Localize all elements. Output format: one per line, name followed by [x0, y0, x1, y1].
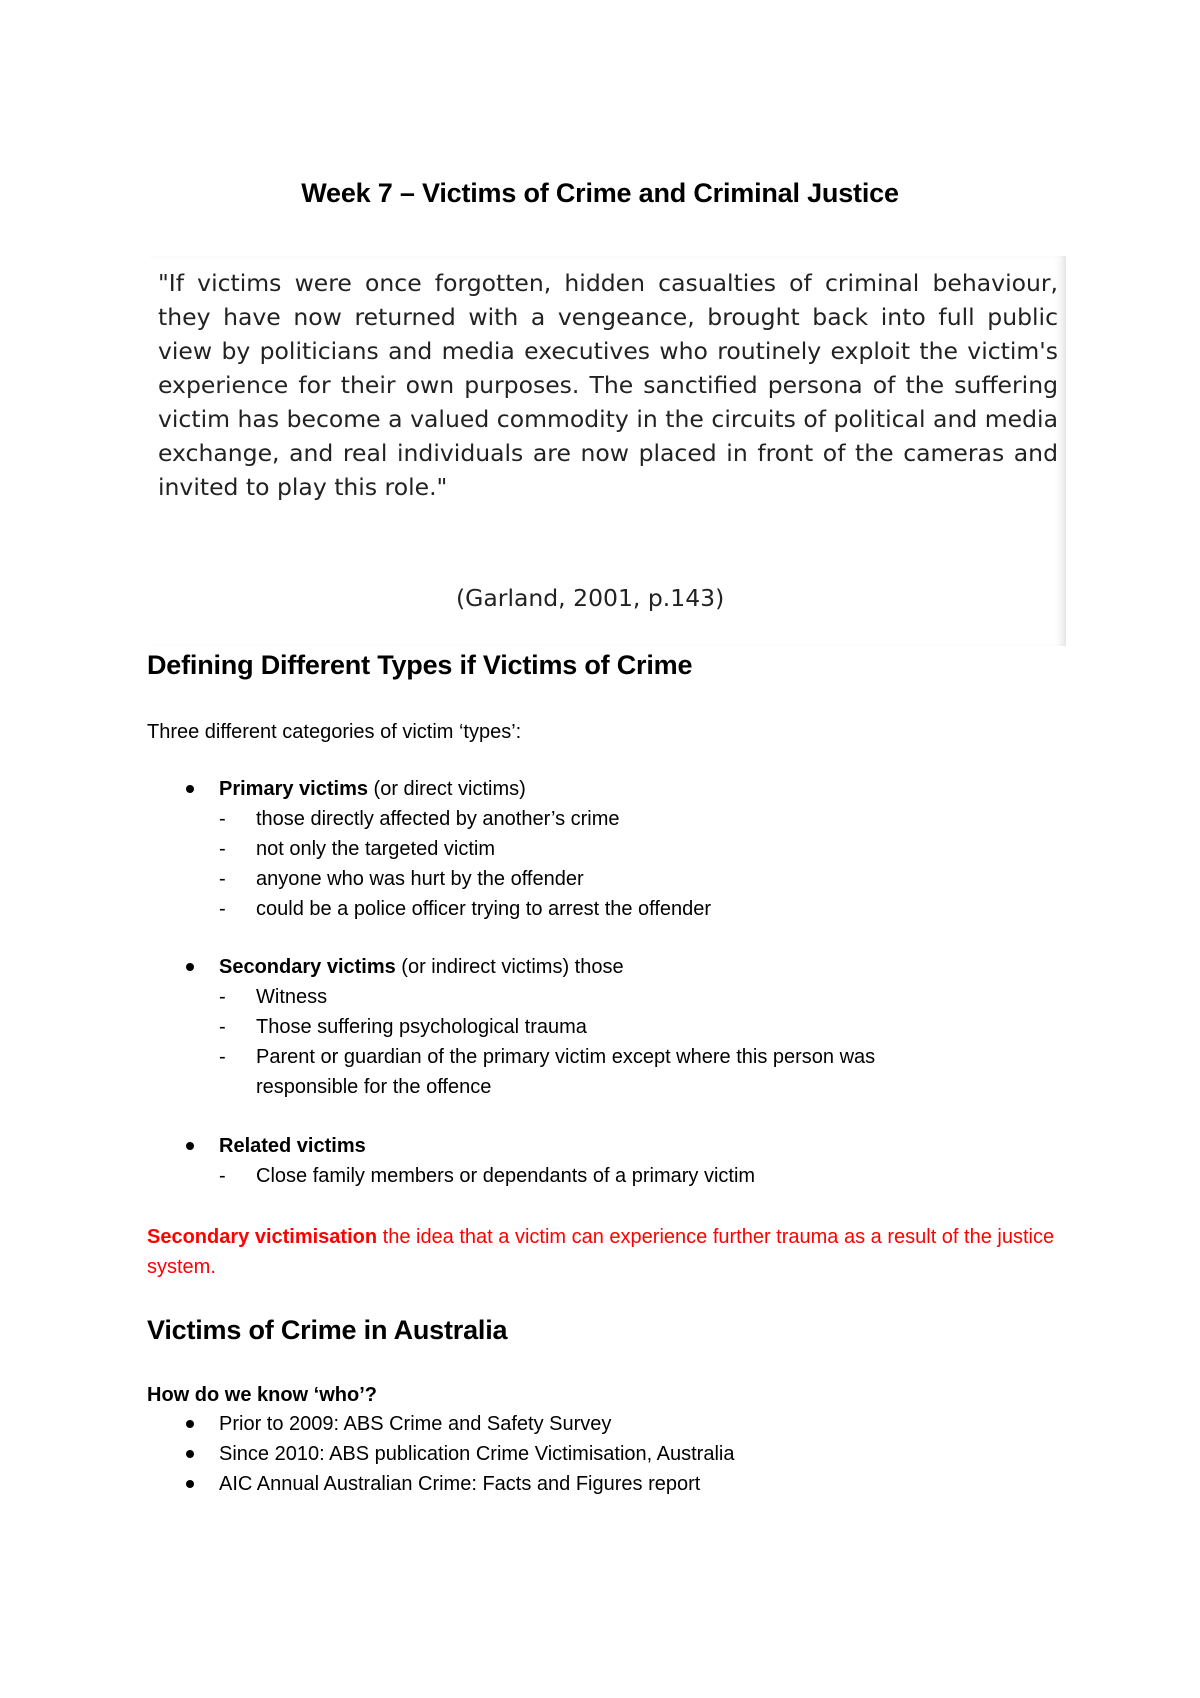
list-item: - Parent or guardian of the primary victim except where this person was responsible for the offence [147, 1042, 1067, 1102]
list-item: Since 2010: ABS publication Crime Victimisation, Australia [147, 1439, 1067, 1469]
bullet-icon [186, 963, 194, 971]
dash-icon: - [219, 1046, 226, 1068]
secondary-victims-label: Secondary victims [219, 956, 396, 978]
list-item [147, 952, 1067, 982]
list-item: - could be a police officer trying to arrest the offender [147, 894, 1067, 924]
dash-icon: - [219, 868, 226, 890]
dash-icon: - [219, 808, 226, 830]
categories-intro: Three different categories of victim ‘types’: [147, 721, 522, 743]
list-item: - not only the targeted victim [147, 834, 1067, 864]
secondary-victims-block [147, 952, 1067, 1102]
primary-victims-label: Primary victims [219, 778, 368, 800]
bullet-icon [186, 1420, 194, 1428]
primary-victims-sublist [147, 804, 1067, 924]
dash-icon: - [219, 986, 226, 1008]
list-item [147, 1131, 1067, 1161]
bullet-icon [186, 785, 194, 793]
secondary-victims-desc: (or indirect victims) those [395, 956, 624, 978]
list-item: - Witness [147, 982, 1067, 1012]
related-victims-block [147, 1131, 1067, 1191]
list-item: - Those suffering psychological trauma [147, 1012, 1067, 1042]
quote-citation: (Garland, 2001, p.143) [456, 584, 725, 612]
quote-text: "If victims were once forgotten, hidden casualties of criminal behaviour, they have now returned with a vengeance, brought back into full public view by politicians and media executives who routinely exploit the victim's experience for their own purposes. The sanctified persona of the suffering victim has become a valued commodity in the circuits of political and media exchange, and real individuals are now placed in front of the cameras and invited to play this role." [158, 269, 1058, 501]
list-item: Prior to 2009: ABS Crime and Safety Survey [147, 1409, 1067, 1439]
list-item: - Close family members or dependants of a primary victim [147, 1161, 1067, 1191]
secondary-victimisation-note [147, 1222, 1067, 1282]
bullet-icon [186, 1142, 194, 1150]
dash-icon: - [219, 898, 226, 920]
quote-image [150, 256, 1066, 646]
page-title: Week 7 – Victims of Crime and Criminal Justice [301, 178, 899, 208]
related-victims-label: Related victims [219, 1135, 366, 1157]
note-term: Secondary victimisation [147, 1226, 378, 1248]
list-item: - anyone who was hurt by the offender [147, 864, 1067, 894]
list-item: - those directly affected by another’s crime [147, 804, 1067, 834]
secondary-victims-sublist [147, 982, 1067, 1102]
data-sources-list [147, 1409, 1067, 1499]
list-item: AIC Annual Australian Crime: Facts and Figures report [147, 1469, 1067, 1499]
dash-icon: - [219, 1165, 226, 1187]
section-heading-australia: Victims of Crime in Australia [147, 1315, 508, 1345]
section-heading-types: Defining Different Types if Victims of Crime [147, 650, 693, 680]
dash-icon: - [219, 1016, 226, 1038]
primary-victims-block [147, 774, 1067, 924]
bullet-icon [186, 1450, 194, 1458]
bullet-icon [186, 1480, 194, 1488]
dash-icon: - [219, 838, 226, 860]
subheading-who: How do we know ‘who’? [147, 1384, 377, 1406]
list-item [147, 774, 1067, 804]
primary-victims-desc: (or direct victims) [367, 778, 526, 800]
note-definition: the idea that a victim can experience further trauma as a result of the justice system. [147, 1226, 1055, 1278]
related-victims-sublist [147, 1161, 1067, 1191]
